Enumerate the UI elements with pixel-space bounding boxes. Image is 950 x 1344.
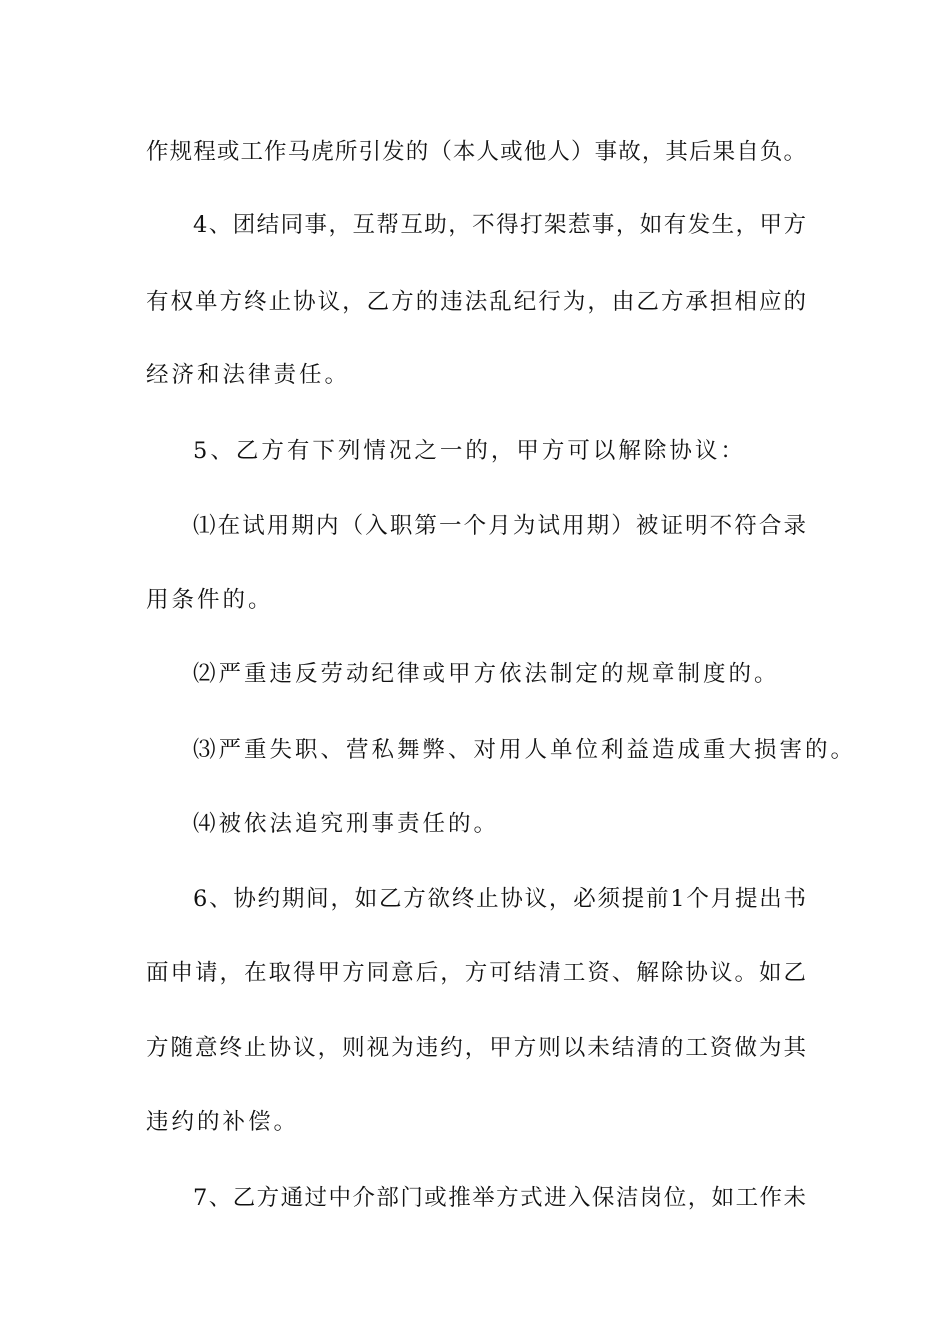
text-line-14: 违约的补偿。 [146,1109,300,1135]
text-line-11: 6、协约期间，如乙方欲终止协议，必须提前1个月提出书 [193,886,806,912]
text-line-1: 作规程或工作马虎所引发的（本人或他人）事故，其后果自负。 [146,139,806,165]
text-line-7: 用条件的。 [146,587,274,613]
text-line-4: 经济和法律责任。 [146,362,351,388]
text-line-10: ⑷被依法追究刑事责任的。 [193,811,500,837]
text-line-5: 5、乙方有下列情况之一的，甲方可以解除协议： [193,438,746,464]
text-line-2: 4、团结同事，互帮互助，不得打架惹事，如有发生，甲方 [193,212,806,238]
text-line-8: ⑵严重违反劳动纪律或甲方依法制定的规章制度的。 [193,661,780,687]
text-line-9: ⑶严重失职、营私舞弊、对用人单位利益造成重大损害的。 [193,737,857,763]
text-line-15: 7、乙方通过中介部门或推举方式进入保洁岗位，如工作未 [193,1185,806,1211]
text-line-6: ⑴在试用期内（入职第一个月为试用期）被证明不符合录 [193,513,806,539]
text-line-12: 面申请，在取得甲方同意后，方可结清工资、解除协议。如乙 [146,960,806,986]
text-line-13: 方随意终止协议，则视为违约，甲方则以未结清的工资做为其 [146,1035,806,1061]
text-line-3: 有权单方终止协议，乙方的违法乱纪行为，由乙方承担相应的 [146,289,806,315]
